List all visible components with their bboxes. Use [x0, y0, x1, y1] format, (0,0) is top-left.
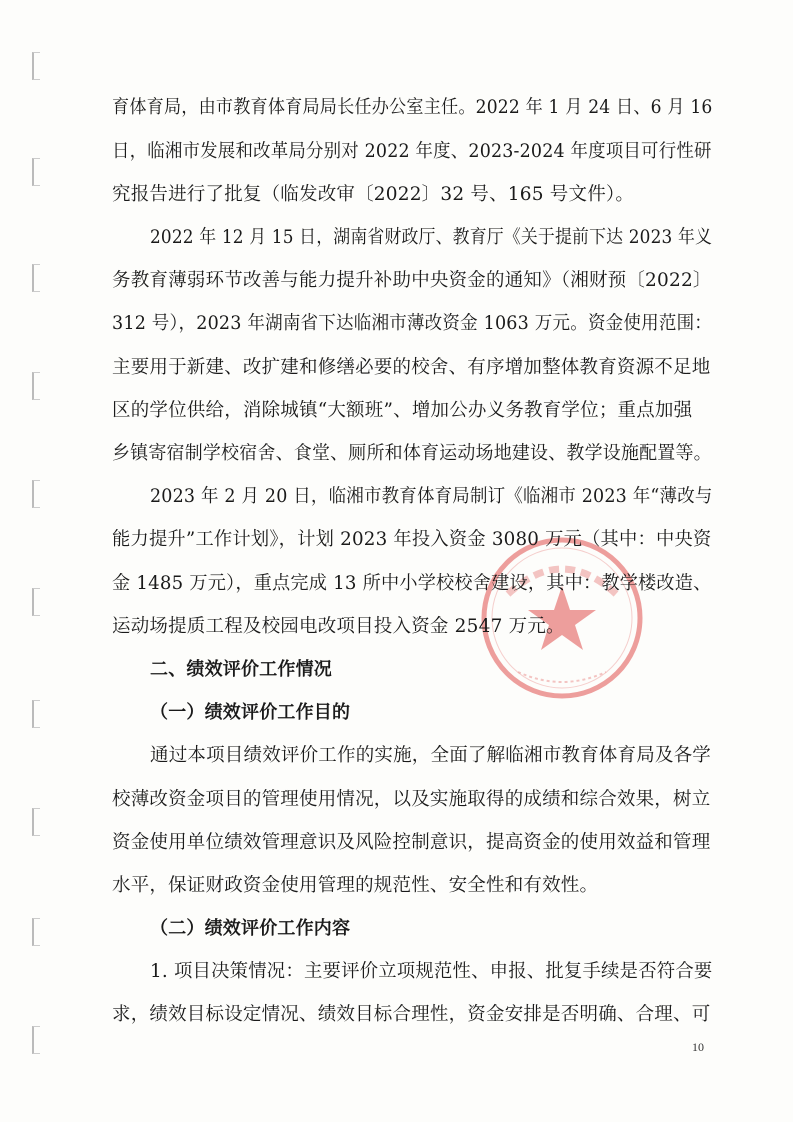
page-number: 10 [692, 1040, 704, 1054]
binding-mark [32, 1026, 40, 1054]
body-text-line: 区的学位供给，消除城镇“大额班”、增加公办义务教育学位；重点加强 [112, 400, 693, 421]
body-text-line: 通过本项目绩效评价工作的实施，全面了解临湘市教育体育局及各学 [150, 745, 712, 766]
binding-mark [32, 264, 40, 292]
body-text-line: 求，绩效目标设定情况、绩效目标合理性，资金安排是否明确、合理、可 [112, 1004, 711, 1025]
body-text-line: 2022 年 12 月 15 日，湖南省财政厅、教育厅《关于提前下达 2023 年义 [150, 227, 713, 248]
subsection-heading: （二）绩效评价工作内容 [150, 918, 351, 939]
binding-mark [32, 700, 40, 728]
body-text-line: 2023 年 2 月 20 日，临湘市教育体育局制订《临湘市 2023 年“薄改与 [150, 486, 713, 507]
binding-mark [32, 52, 40, 80]
body-text-line: 究报告进行了批复（临发改审〔2022〕32 号、165 号文件）。 [112, 184, 635, 205]
body-text-line: 日，临湘市发展和改革局分别对 2022 年度、2023-2024 年度项目可行性研 [112, 141, 712, 162]
binding-mark [32, 372, 40, 400]
body-text-line: 乡镇寄宿制学校宿舍、食堂、厕所和体育运动场地建设、教学设施配置等。 [112, 443, 712, 464]
subsection-heading: （一）绩效评价工作目的 [150, 702, 351, 723]
body-text-line: 1. 项目决策情况：主要评价立项规范性、申报、批复手续是否符合要 [150, 961, 713, 982]
body-text-line: 育体育局，由市教育体育局局长任办公室主任。2022 年 1 月 24 日、6 月 16 [112, 97, 713, 118]
body-text-line: 主要用于新建、改扩建和修缮必要的校舍、有序增加整体教育资源不足地 [112, 357, 711, 378]
body-text-line: 运动场提质工程及校园电改项目投入资金 2547 万元。 [112, 616, 565, 637]
body-text-line: 资金使用单位绩效管理意识及风险控制意识，提高资金的使用效益和管理 [112, 832, 711, 853]
body-text-line: 能力提升”工作计划》，计划 2023 年投入资金 3080 万元（其中：中央资 [112, 529, 712, 550]
body-text-line: 312 号），2023 年湖南省下达临湘市薄改资金 1063 万元。资金使用范围： [112, 313, 713, 334]
binding-mark [32, 588, 40, 616]
body-text-line: 水平，保证财政资金使用管理的规范性、安全性和有效性。 [112, 875, 599, 896]
body-text-line: 务教育薄弱环节改善与能力提升补助中央资金的通知》（湘财预〔2022〕 [112, 270, 712, 291]
binding-mark [32, 158, 40, 186]
body-text-line: 金 1485 万元），重点完成 13 所中小学校校舍建设，其中：教学楼改造、 [112, 573, 712, 594]
binding-mark [32, 808, 40, 836]
body-text-line: 校薄改资金项目的管理使用情况，以及实施取得的成绩和综合效果，树立 [112, 789, 711, 810]
binding-mark [32, 480, 40, 508]
section-heading: 二、绩效评价工作情况 [150, 659, 332, 680]
binding-mark [32, 918, 40, 946]
